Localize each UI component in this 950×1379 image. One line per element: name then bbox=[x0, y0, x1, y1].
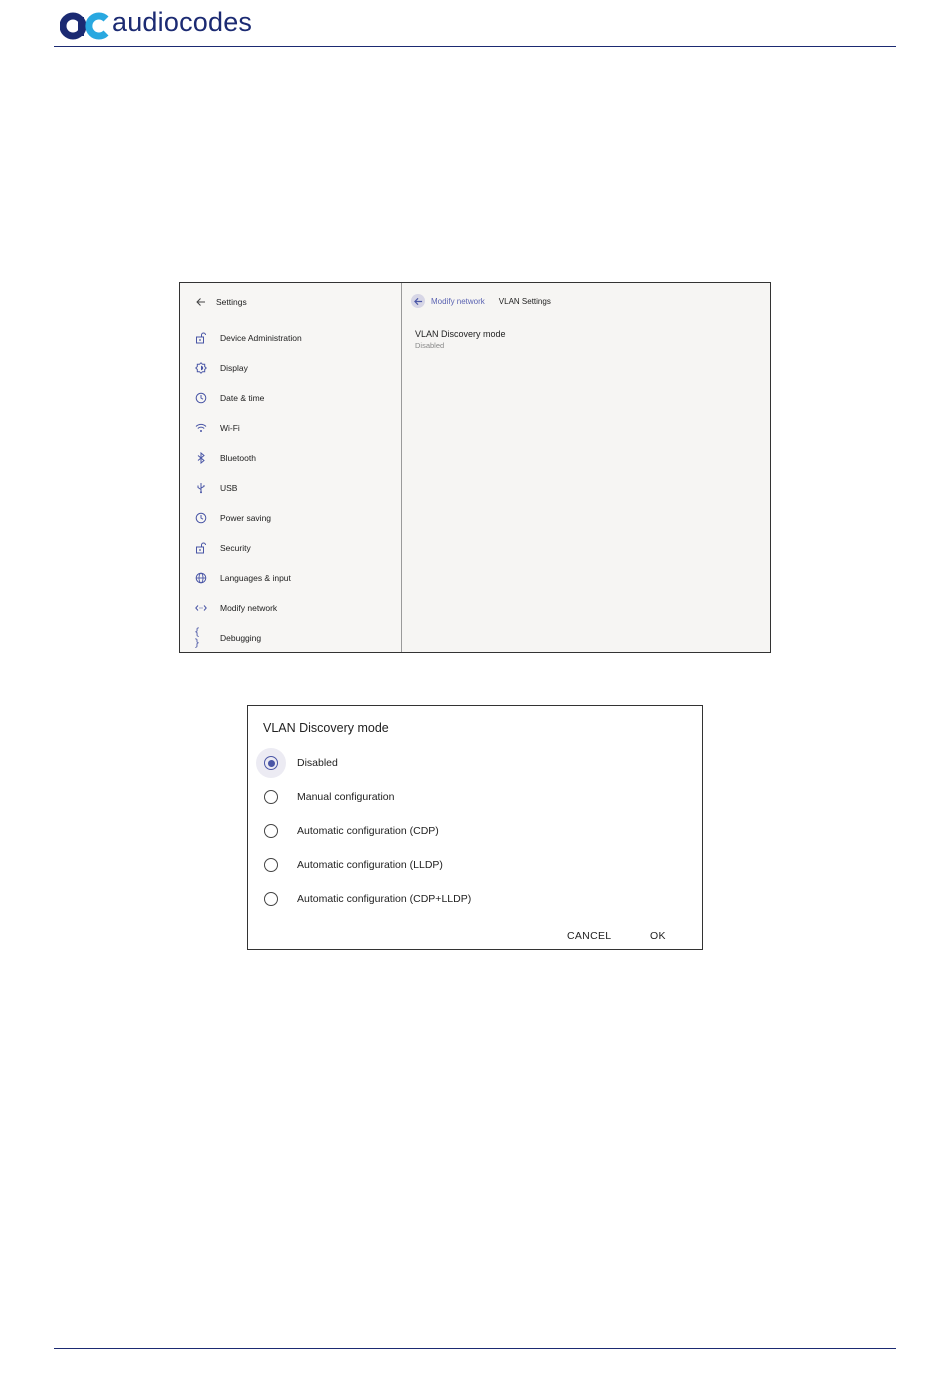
sidebar-item-power-saving[interactable] bbox=[194, 511, 271, 525]
sidebar-item-label: Power saving bbox=[220, 513, 272, 523]
vlan-discovery-mode-value: Disabled bbox=[415, 341, 445, 350]
sidebar-item-label: Wi-Fi bbox=[220, 423, 240, 433]
sidebar-item-label: Bluetooth bbox=[220, 453, 256, 463]
breadcrumb bbox=[411, 294, 551, 308]
code-arrows-icon bbox=[194, 601, 208, 615]
settings-screenshot bbox=[179, 282, 771, 653]
sidebar-item-label: Debugging bbox=[220, 633, 262, 643]
option-automatic-lldp[interactable] bbox=[256, 850, 443, 880]
brightness-icon bbox=[194, 361, 208, 375]
back-arrow-icon bbox=[414, 297, 423, 306]
footer-rule bbox=[54, 1348, 896, 1349]
wifi-icon bbox=[194, 421, 208, 435]
radio-button[interactable] bbox=[256, 748, 286, 778]
sidebar-item-security[interactable] bbox=[194, 541, 251, 555]
dialog-title: VLAN Discovery mode bbox=[263, 721, 389, 735]
option-label: Automatic configuration (CDP) bbox=[297, 825, 439, 837]
radio-button[interactable] bbox=[256, 782, 286, 812]
sidebar-item-label: Device Administration bbox=[220, 333, 302, 343]
usb-icon bbox=[194, 481, 208, 495]
clock-icon bbox=[194, 511, 208, 525]
back-arrow-icon[interactable] bbox=[196, 297, 206, 307]
lock-open-icon bbox=[194, 541, 208, 555]
clock-icon bbox=[194, 391, 208, 405]
option-label: Disabled bbox=[297, 757, 338, 769]
sidebar-item-usb[interactable] bbox=[194, 481, 237, 495]
sidebar-item-languages-input[interactable] bbox=[194, 571, 291, 585]
option-label: Manual configuration bbox=[297, 791, 395, 803]
option-disabled[interactable] bbox=[256, 748, 338, 778]
sidebar-item-device-administration[interactable] bbox=[194, 331, 302, 345]
radio-button[interactable] bbox=[256, 884, 286, 914]
option-label: Automatic configuration (LLDP) bbox=[297, 859, 443, 871]
sidebar-item-date-time[interactable] bbox=[194, 391, 264, 405]
globe-icon bbox=[194, 571, 208, 585]
back-button[interactable] bbox=[411, 294, 425, 308]
sidebar-item-debugging[interactable] bbox=[194, 627, 262, 649]
radio-unselected-icon bbox=[264, 824, 278, 838]
sidebar-item-label: Languages & input bbox=[220, 573, 291, 583]
bluetooth-icon bbox=[194, 451, 208, 465]
sidebar-item-label: USB bbox=[220, 483, 238, 493]
radio-button[interactable] bbox=[256, 850, 286, 880]
settings-header bbox=[196, 296, 247, 308]
logo-text: audiocodes bbox=[112, 7, 253, 37]
breadcrumb-parent[interactable]: Modify network bbox=[431, 296, 485, 306]
vlan-discovery-dialog bbox=[247, 705, 703, 950]
cancel-button[interactable]: CANCEL bbox=[567, 930, 612, 942]
sidebar-item-wifi[interactable] bbox=[194, 421, 240, 435]
radio-unselected-icon bbox=[264, 858, 278, 872]
option-manual-configuration[interactable] bbox=[256, 782, 394, 812]
settings-title: Settings bbox=[216, 297, 247, 307]
radio-unselected-icon bbox=[264, 790, 278, 804]
header-rule bbox=[54, 46, 896, 47]
sidebar-item-bluetooth[interactable] bbox=[194, 451, 256, 465]
option-automatic-cdp-lldp[interactable] bbox=[256, 884, 471, 914]
sidebar-item-label: Date & time bbox=[220, 393, 265, 403]
audiocodes-logo-mark bbox=[60, 11, 112, 41]
sidebar-item-label: Security bbox=[220, 543, 251, 553]
braces-icon: { } bbox=[194, 627, 201, 649]
ok-button[interactable]: OK bbox=[650, 930, 666, 942]
settings-sidebar bbox=[180, 283, 402, 652]
sidebar-item-display[interactable] bbox=[194, 361, 248, 375]
radio-button[interactable] bbox=[256, 816, 286, 846]
option-automatic-cdp[interactable] bbox=[256, 816, 439, 846]
option-label: Automatic configuration (CDP+LLDP) bbox=[297, 893, 472, 905]
radio-unselected-icon bbox=[264, 892, 278, 906]
lock-open-icon bbox=[194, 331, 208, 345]
vlan-discovery-mode-pref[interactable]: VLAN Discovery mode bbox=[415, 329, 506, 339]
sidebar-item-modify-network[interactable] bbox=[194, 601, 277, 615]
breadcrumb-current: VLAN Settings bbox=[498, 296, 551, 306]
radio-selected-icon bbox=[264, 756, 278, 770]
sidebar-item-label: Display bbox=[220, 363, 248, 373]
sidebar-item-label: Modify network bbox=[220, 603, 278, 613]
audiocodes-logo bbox=[60, 8, 280, 42]
